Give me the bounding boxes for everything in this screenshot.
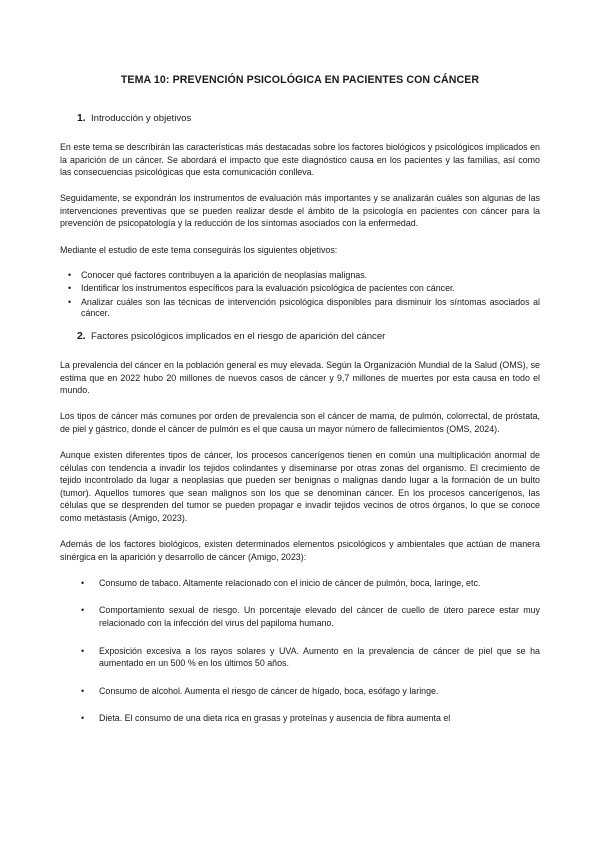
risk-factor-item: • Exposición excesiva a los rayos solares y UVA. Aumento en la prevalencia de cáncer de piel que se ha aumentado en un 500 % en los últimos 50 años. bbox=[60, 645, 540, 670]
section-2-paragraph-1: La prevalencia del cáncer en la población general es muy elevada. Según la Organización Mundial de la Salud (OMS), se estima que en 2022 hubo 20 millones de nuevos casos de cáncer y 9,7 millones de muertes por esta causa en todo el mundo. bbox=[60, 360, 540, 396]
section-2-paragraph-4: Además de los factores biológicos, existen determinados elementos psicológicos y ambientales que actúan de manera sinérgica en la aparición y desarrollo de cáncer (Amigo, 2023): bbox=[60, 539, 540, 562]
objectives-list bbox=[60, 270, 540, 320]
risk-factor-item: • Dieta. El consumo de una dieta rica en grasas y proteínas y ausencia de fibra aumenta el bbox=[60, 712, 540, 725]
section-1-title: Introducción y objetivos bbox=[91, 113, 192, 124]
section-2-number: 2. bbox=[77, 331, 86, 343]
risk-factors-list bbox=[60, 577, 540, 725]
document-title: TEMA 10: PREVENCIÓN PSICOLÓGICA EN PACIENTES CON CÁNCER bbox=[120, 74, 480, 86]
section-1-paragraph-1: En este tema se describirán las características más destacadas sobre los factores biológicos y psicológicos implicados en la aparición de un cáncer. Se abordará el impacto que este diagnóstico causa en los pacientes y las familias, así como las consecuencias psicológicas que esta comunicación conlleva. bbox=[60, 142, 540, 178]
objective-item: • Analizar cuáles son las técnicas de intervención psicológica disponibles para disminuir los síntomas asociados al cáncer. bbox=[60, 297, 540, 320]
section-1-paragraph-3: Mediante el estudio de este tema conseguirás los siguientes objetivos: bbox=[60, 244, 338, 255]
section-2-title: Factores psicológicos implicados en el riesgo de aparición del cáncer bbox=[91, 331, 386, 343]
objective-item: • Conocer qué factores contribuyen a la aparición de neoplasias malignas. bbox=[60, 270, 540, 282]
risk-factor-item: • Comportamiento sexual de riesgo. Un porcentaje elevado del cáncer de cuello de útero parece estar muy relacionado con la infección del virus del papiloma humano. bbox=[60, 604, 540, 629]
section-2-paragraph-3: Aunque existen diferentes tipos de cáncer, los procesos cancerígenos tienen en común una multiplicación anormal de células con tendencia a invadir los tejidos colindantes y diseminarse por otras zonas del organismo. El crecimiento de tejido incontrolado da lugar a neoplasias que pueden ser benignas o malignas dando lugar a la formación de un bulto (tumor). Aquellos tumores que sean malignos son los que se denominan cáncer. En los procesos cancerígenos, las células que se desprenden del tumor se pueden propagar e invadir tejidos vecinos de otros órganos, lo que se conoce como metástasis (Amigo, 2023). bbox=[60, 450, 540, 523]
risk-factor-item: • Consumo de alcohol. Aumenta el riesgo de cáncer de hígado, boca, esófago y laringe. bbox=[60, 685, 540, 698]
section-2-paragraph-2: Los tipos de cáncer más comunes por orden de prevalencia son el cáncer de mama, de pulmón, colorrectal, de próstata, de piel y gástrico, donde el cáncer de pulmón es el que causa un mayor número de fallecimientos (OMS, 2024). bbox=[60, 411, 540, 434]
section-2-heading bbox=[60, 331, 540, 342]
objective-item: • Identificar los instrumentos específicos para la evaluación psicológica de pacientes con cáncer. bbox=[60, 283, 540, 295]
section-1-heading bbox=[60, 113, 540, 124]
risk-factor-item: • Consumo de tabaco. Altamente relacionado con el inicio de cáncer de pulmón, boca, laringe, etc. bbox=[60, 577, 540, 590]
section-1-paragraph-2: Seguidamente, se expondrán los instrumentos de evaluación más importantes y se analizarán cuáles son algunas de las intervenciones preventivas que se pueden realizar desde el ámbito de la psicología en pacientes con cáncer para la prevención de psicopatología y la reducción de los síntomas asociados con la enfermedad. bbox=[60, 193, 540, 229]
section-1-number: 1. bbox=[77, 113, 86, 124]
